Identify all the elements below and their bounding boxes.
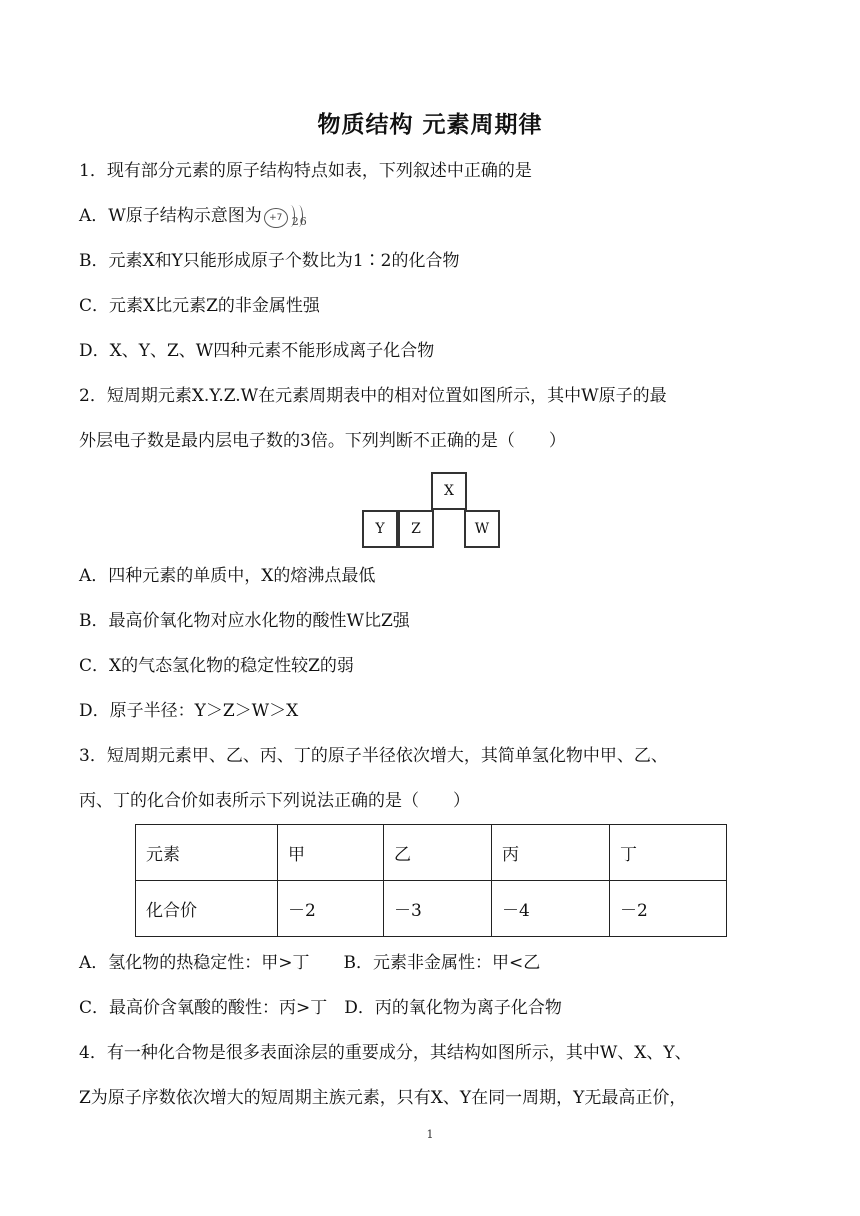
atom-nucleus: +7 (264, 208, 288, 228)
shell-1-electrons: 2 (291, 214, 299, 228)
table-cell: 元素 (136, 825, 278, 881)
cell-x: X (431, 472, 467, 510)
q2-option-b: B．最高价氧化物对应水化物的酸性W比Z强 (79, 611, 410, 631)
shell-2-electrons: 6 (299, 214, 307, 228)
table-cell: 丙 (492, 825, 610, 881)
q1-option-b: B．元素X和Y只能形成原子个数比为1∶2的化合物 (79, 251, 460, 271)
table-cell: －3 (384, 881, 492, 937)
page-title: 物质结构 元素周期律 (317, 112, 543, 138)
atom-structure-diagram (264, 205, 314, 229)
q1-option-a (79, 204, 314, 229)
table-row (136, 881, 727, 937)
table-cell: 丁 (610, 825, 727, 881)
q2-option-a: A．四种元素的单质中，X的熔沸点最低 (79, 566, 376, 586)
q3-stem-line1: 3．短周期元素甲、乙、丙、丁的原子半径依次增大，其简单氢化物中甲、乙、 (79, 746, 668, 766)
q3-options-ab: A．氢化物的热稳定性：甲>丁 B．元素非金属性：甲<乙 (79, 953, 541, 973)
table-row (136, 825, 727, 881)
table-cell: －4 (492, 881, 610, 937)
table-cell: 乙 (384, 825, 492, 881)
q2-option-c: C．X的气态氢化物的稳定性较Z的弱 (79, 656, 354, 676)
q1-option-c: C．元素X比元素Z的非金属性强 (79, 296, 320, 316)
cell-y: Y (362, 510, 398, 548)
table-cell: －2 (278, 881, 384, 937)
page-number: 1 (426, 1128, 434, 1141)
q2-option-d: D．原子半径：Y＞Z＞W＞X (79, 701, 299, 721)
table-cell: 甲 (278, 825, 384, 881)
table-cell: 化合价 (136, 881, 278, 937)
q1-stem: 1．现有部分元素的原子结构特点如表，下列叙述中正确的是 (79, 161, 532, 181)
q2-stem-line1: 2．短周期元素X.Y.Z.W在元素周期表中的相对位置如图所示，其中W原子的最 (79, 386, 667, 406)
q3-options-cd: C．最高价含氧酸的酸性：丙>丁 D．丙的氧化物为离子化合物 (79, 998, 562, 1018)
q3-stem-line2: 丙、丁的化合价如表所示下列说法正确的是（ ） (79, 791, 470, 811)
valence-table (135, 824, 727, 937)
cell-w: W (464, 510, 500, 548)
q2-stem-line2: 外层电子数是最内层电子数的3倍。下列判断不正确的是（ ） (79, 431, 566, 451)
q4-stem-line1: 4．有一种化合物是很多表面涂层的重要成分，其结构如图所示，其中W、X、Y、 (79, 1043, 692, 1063)
cell-z: Z (398, 510, 434, 548)
q4-stem-line2: Z为原子序数依次增大的短周期主族元素，只有X、Y在同一周期，Y无最高正价， (79, 1088, 687, 1108)
q1-option-d: D．X、Y、Z、W四种元素不能形成离子化合物 (79, 341, 435, 361)
q1-option-a-text: A．W原子结构示意图为 (79, 206, 262, 226)
table-cell: －2 (610, 881, 727, 937)
periodic-table-fragment (360, 472, 510, 550)
